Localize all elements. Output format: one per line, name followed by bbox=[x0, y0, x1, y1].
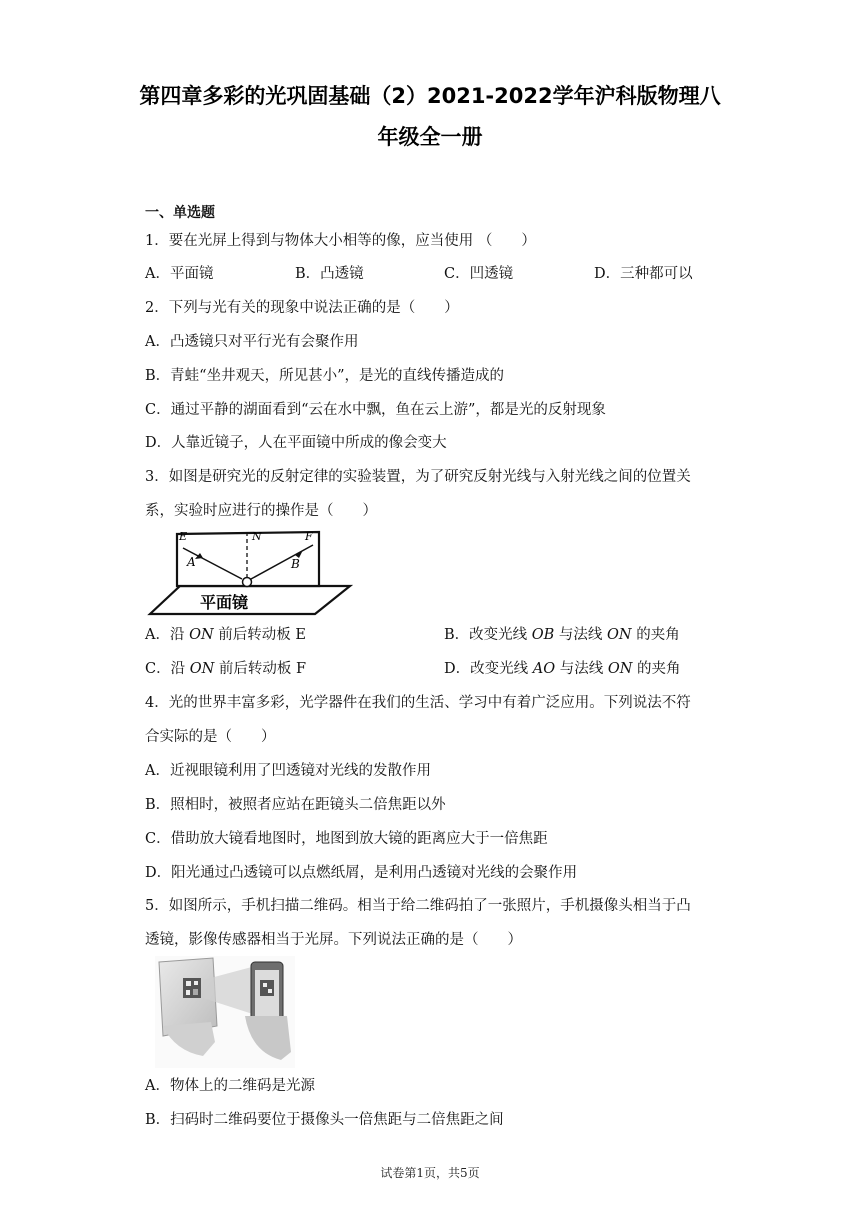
q2-option-a: A．凸透镜只对平行光有会聚作用 bbox=[145, 334, 359, 350]
question-4-stem-line1: 4．光的世界丰富多彩，光学器件在我们的生活、学习中有着广泛应用。下列说法不符 bbox=[145, 695, 691, 711]
q4-option-b: B．照相时，被照者应站在距镜头二倍焦距以外 bbox=[145, 797, 446, 813]
q4-option-c: C．借助放大镜看地图时，地图到放大镜的距离应大于一倍焦距 bbox=[145, 831, 548, 847]
q2-option-b: B．青蛙“坐井观天，所见甚小”，是光的直线传播造成的 bbox=[145, 368, 504, 384]
q3-option-a: A．沿 ON 前后转动板 E bbox=[145, 627, 306, 643]
q5-option-a: A．物体上的二维码是光源 bbox=[145, 1078, 315, 1094]
q1-option-d: D．三种都可以 bbox=[594, 266, 693, 282]
label-n: N bbox=[252, 530, 262, 543]
mirror-plane-shape bbox=[150, 586, 350, 614]
question-3-stem-line1: 3．如图是研究光的反射定律的实验装置，为了研究反射光线与入射光线之间的位置关 bbox=[145, 469, 691, 485]
question-4-stem-line2: 合实际的是（ ） bbox=[145, 729, 276, 745]
question-5-stem-line1: 5．如图所示，手机扫描二维码。相当于给二维码拍了一张照片，手机摄像头相当于凸 bbox=[145, 898, 691, 914]
q1-option-c: C．凹透镜 bbox=[444, 266, 514, 282]
q2-option-c: C．通过平静的湖面看到“云在水中飘，鱼在云上游”，都是光的反射现象 bbox=[145, 402, 606, 418]
label-e: E bbox=[179, 530, 188, 543]
label-b: B bbox=[291, 557, 300, 571]
q5-option-b: B．扫码时二维码要位于摄像头一倍焦距与二倍焦距之间 bbox=[145, 1112, 504, 1128]
q3-option-c: C．沿 ON 前后转动板 F bbox=[145, 661, 307, 677]
question-1-stem: 1．要在光屏上得到与物体大小相等的像，应当使用 （ ） bbox=[145, 233, 536, 249]
q2-option-d: D．人靠近镜子，人在平面镜中所成的像会变大 bbox=[145, 435, 447, 451]
qr-code-shape bbox=[183, 978, 201, 998]
q4-option-d: D．阳光通过凸透镜可以点燃纸屑，是利用凸透镜对光线的会聚作用 bbox=[145, 865, 578, 881]
question-3-stem-line2: 系，实验时应进行的操作是（ ） bbox=[145, 503, 377, 519]
label-f: F bbox=[305, 530, 313, 543]
question-5-stem-line2: 透镜，影像传感器相当于光屏。下列说法正确的是（ ） bbox=[145, 932, 522, 948]
page-footer: 试卷第1页，共5页 bbox=[380, 1166, 480, 1180]
section-heading: 一、单选题 bbox=[145, 205, 215, 221]
question-2-stem: 2．下列与光有关的现象中说法正确的是（ ） bbox=[145, 300, 459, 316]
page-title-line2: 年级全一册 bbox=[377, 125, 483, 149]
point-o bbox=[243, 578, 252, 587]
q3-option-b: B．改变光线 OB 与法线 ON 的夹角 bbox=[444, 627, 680, 643]
page-title-line1: 第四章多彩的光巩固基础（2）2021-2022学年沪科版物理八 bbox=[139, 84, 721, 108]
q1-option-b: B．凸透镜 bbox=[295, 266, 364, 282]
q1-option-a: A．平面镜 bbox=[145, 266, 214, 282]
label-a: A bbox=[187, 555, 196, 569]
label-mirror: 平面镜 bbox=[200, 593, 249, 612]
qr-scan-photo bbox=[155, 956, 295, 1068]
q3-option-d: D．改变光线 AO 与法线 ON 的夹角 bbox=[444, 661, 681, 677]
q4-option-a: A．近视眼镜利用了凹透镜对光线的发散作用 bbox=[145, 763, 431, 779]
reflection-experiment-figure bbox=[145, 528, 355, 618]
